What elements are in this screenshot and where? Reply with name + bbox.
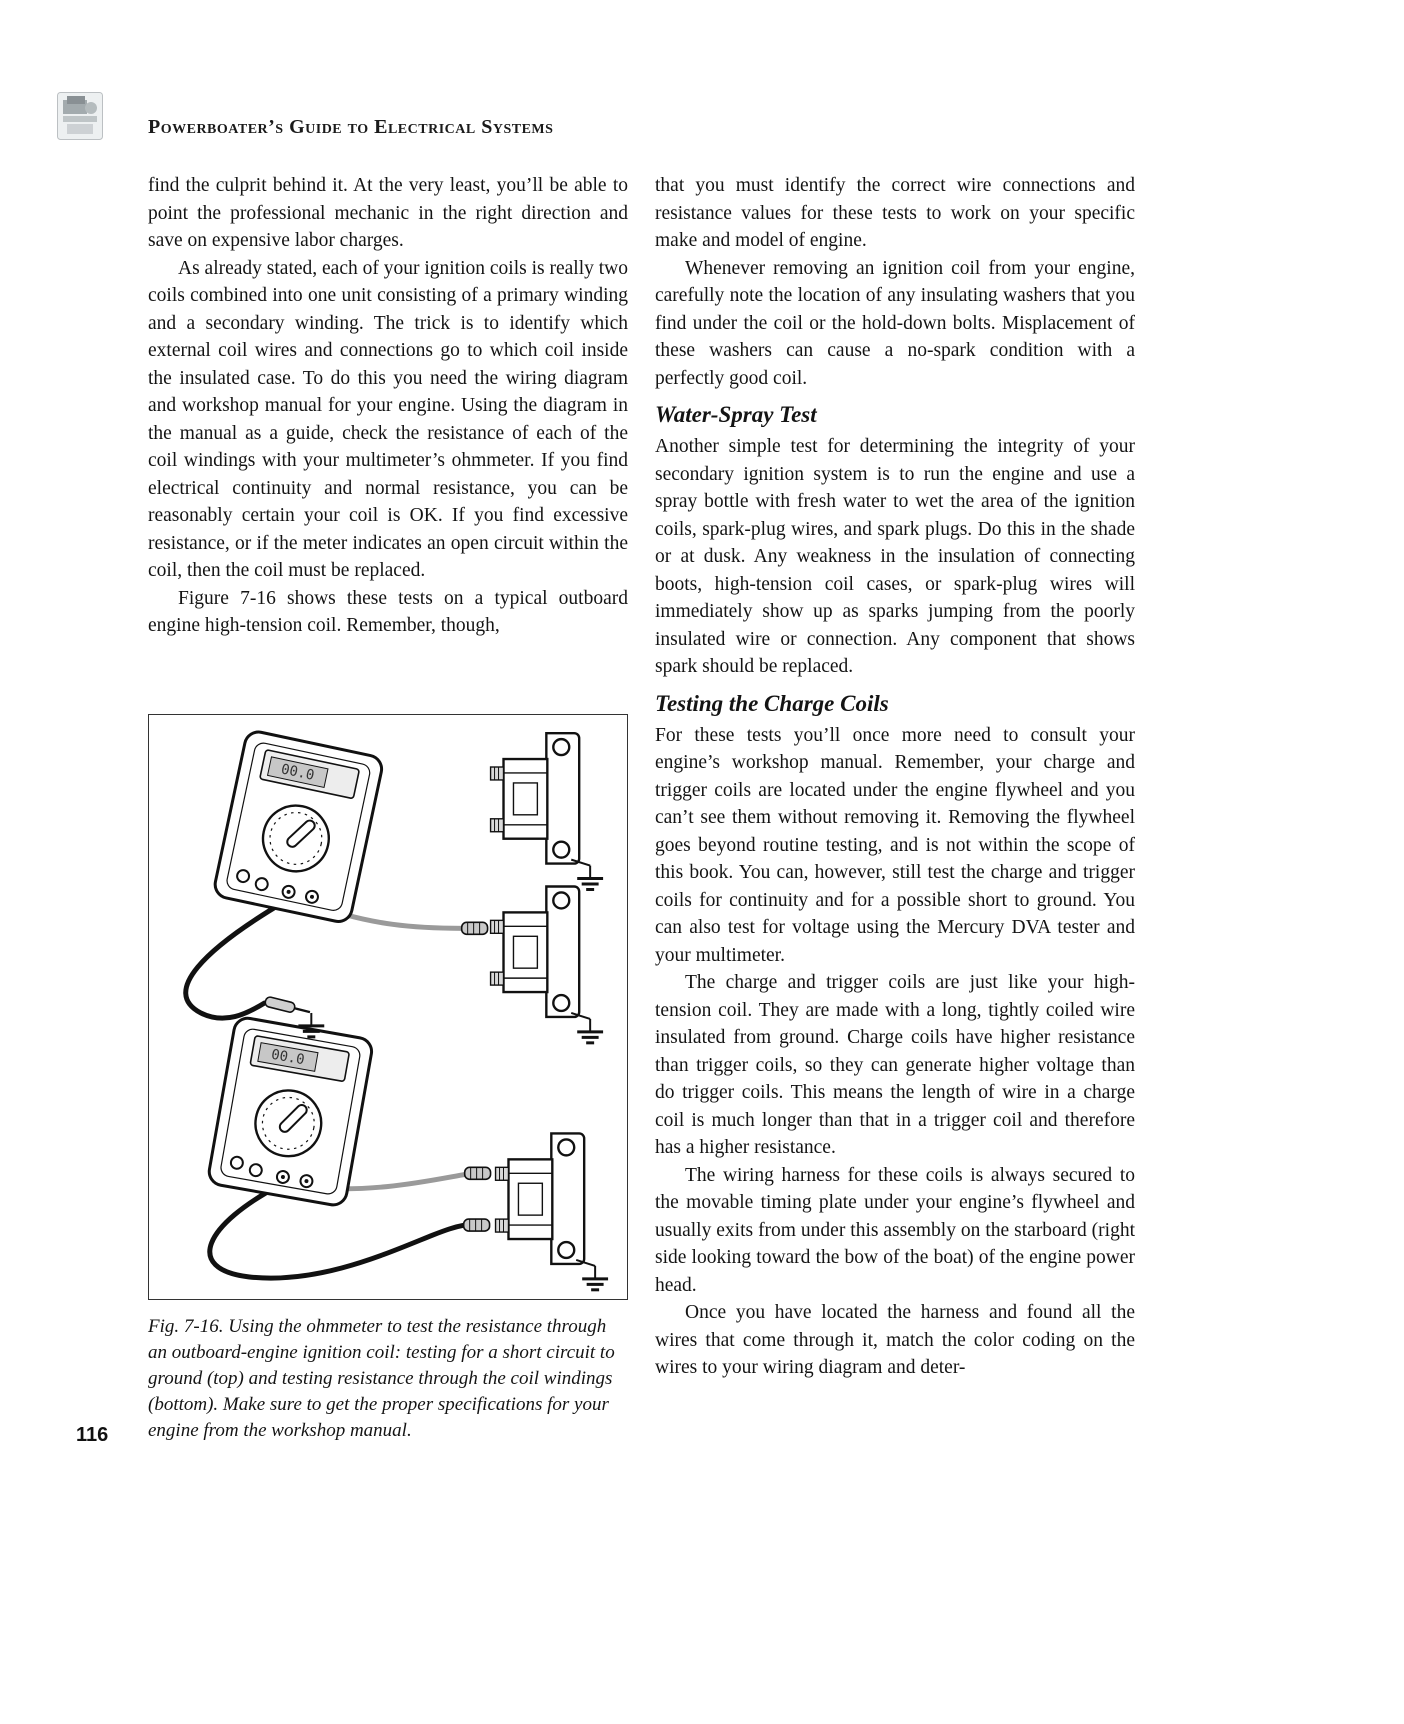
multimeter-bottom	[207, 1016, 374, 1207]
figure-caption: Fig. 7-16. Using the ohmmeter to test the resistance through an outboard-engine ignition coil: testing for a short circuit to ground (top) and testing resistance through the coil windings (bottom). Make sure to get the proper specifications for your engine from the workshop manual.	[148, 1315, 615, 1441]
ground-symbol-coil-1	[577, 865, 603, 889]
ignition-coil-2	[491, 886, 580, 1016]
body-paragraph: Whenever removing an ignition coil from your engine, carefully note the location of any insulating washers that you find under the coil or the hold-down bolts. Misplacement of these washers can cause a no-spark condition with a perfectly good coil.	[655, 257, 1135, 389]
body-paragraph: that you must identify the correct wire connections and resistance values for these tests to work on your specific make and model of engine.	[655, 175, 1135, 251]
test-probe-top	[264, 996, 311, 1017]
lead-connector-coil-3-bottom	[464, 1219, 490, 1231]
ohmmeter-test-diagram	[149, 715, 626, 1298]
body-paragraph: The wiring harness for these coils is always secured to the movable timing plate under your engine’s flywheel and usually exits from under this assembly on the starboard (right side looking toward the bow of the boat) of the engine power head.	[655, 1164, 1135, 1296]
two-column-text	[148, 172, 1135, 1444]
lead-connector-coil-2	[462, 922, 488, 934]
body-paragraph: Figure 7-16 shows these tests on a typical outboard engine high-tension coil. Remember, though,	[148, 587, 628, 636]
section-heading-testing-charge-coils: Testing the Charge Coils	[655, 690, 889, 716]
multimeter-top	[213, 729, 385, 924]
left-column	[148, 172, 628, 1444]
body-paragraph: Once you have located the harness and found all the wires that come through it, match the color coding on the wires to your wiring diagram and deter-	[655, 1302, 1135, 1378]
ignition-coil-1	[491, 733, 580, 863]
chapter-ornament-icon	[57, 92, 103, 140]
ground-symbol-coil-2	[577, 1018, 603, 1042]
meter-display-top: 00.0	[279, 760, 316, 784]
section-heading-water-spray-test: Water-Spray Test	[655, 402, 817, 427]
figure-7-16	[148, 714, 628, 1444]
body-paragraph: The charge and trigger coils are just like your high-tension coil. They are made with a long, tightly coiled wire insulated from ground. Charge coils have higher resistance than trigger coils, so they can generate higher voltage than do trigger coils. This means the length of wire in a charge coil is much longer than that in a trigger coil and therefore has a higher resistance.	[655, 972, 1135, 1158]
body-paragraph: As already stated, each of your ignition coils is really two coils combined into one unit consisting of a primary winding and a secondary winding. The trick is to identify which external coil wires and connections go to which coil inside the insulated case. To do this you need the wiring diagram and workshop manual for your engine. Using the diagram in the manual as a guide, check the resistance of each of the coil windings with your multimeter’s ohmmeter. If you find electrical continuity and normal resistance, you can be reasonably certain your coil is OK. If you find excessive resistance, or if the meter indicates an open circuit within the coil, then the coil must be replaced.	[148, 257, 629, 581]
page-number: 116	[76, 1424, 109, 1446]
figure-illustration	[148, 714, 628, 1300]
body-paragraph: Another simple test for determining the integrity of your secondary ignition system is to run the engine and use a spray bottle with fresh water to wet the area of the ignition coils, spark-plug wires, and spark plugs. Do this in the shade or at dusk. Any weakness in the insulation of connecting boots, high-tension coil cases, or spark-plug wires will immediately show up as sparks jumping from the poorly insulated wire or connection. Any component that shows spark should be replaced.	[655, 436, 1135, 677]
body-paragraph: For these tests you’ll once more need to consult your engine’s workshop manual. Remember, your charge and trigger coils are located under the engine flywheel and you can’t see them without removing it. Removing the flywheel goes beyond routine testing, and is not within the scope of this book. You can, however, still test the charge and trigger coils for continuity and for a possible short to ground. You can also test for voltage using the Mercury DVA tester and your multimeter.	[655, 724, 1135, 966]
ground-symbol-coil-3	[582, 1265, 608, 1289]
lead-connector-coil-3-top	[465, 1167, 491, 1179]
running-header: Powerboater’s Guide to Electrical Systems	[148, 116, 554, 138]
ignition-coil-3	[496, 1133, 585, 1263]
body-paragraph: find the culprit behind it. At the very least, you’ll be able to point the professional mechanic in the right direction and save on expensive labor charges.	[148, 175, 628, 251]
right-column	[655, 172, 1135, 1382]
meter-display-bottom: 00.0	[269, 1046, 306, 1068]
